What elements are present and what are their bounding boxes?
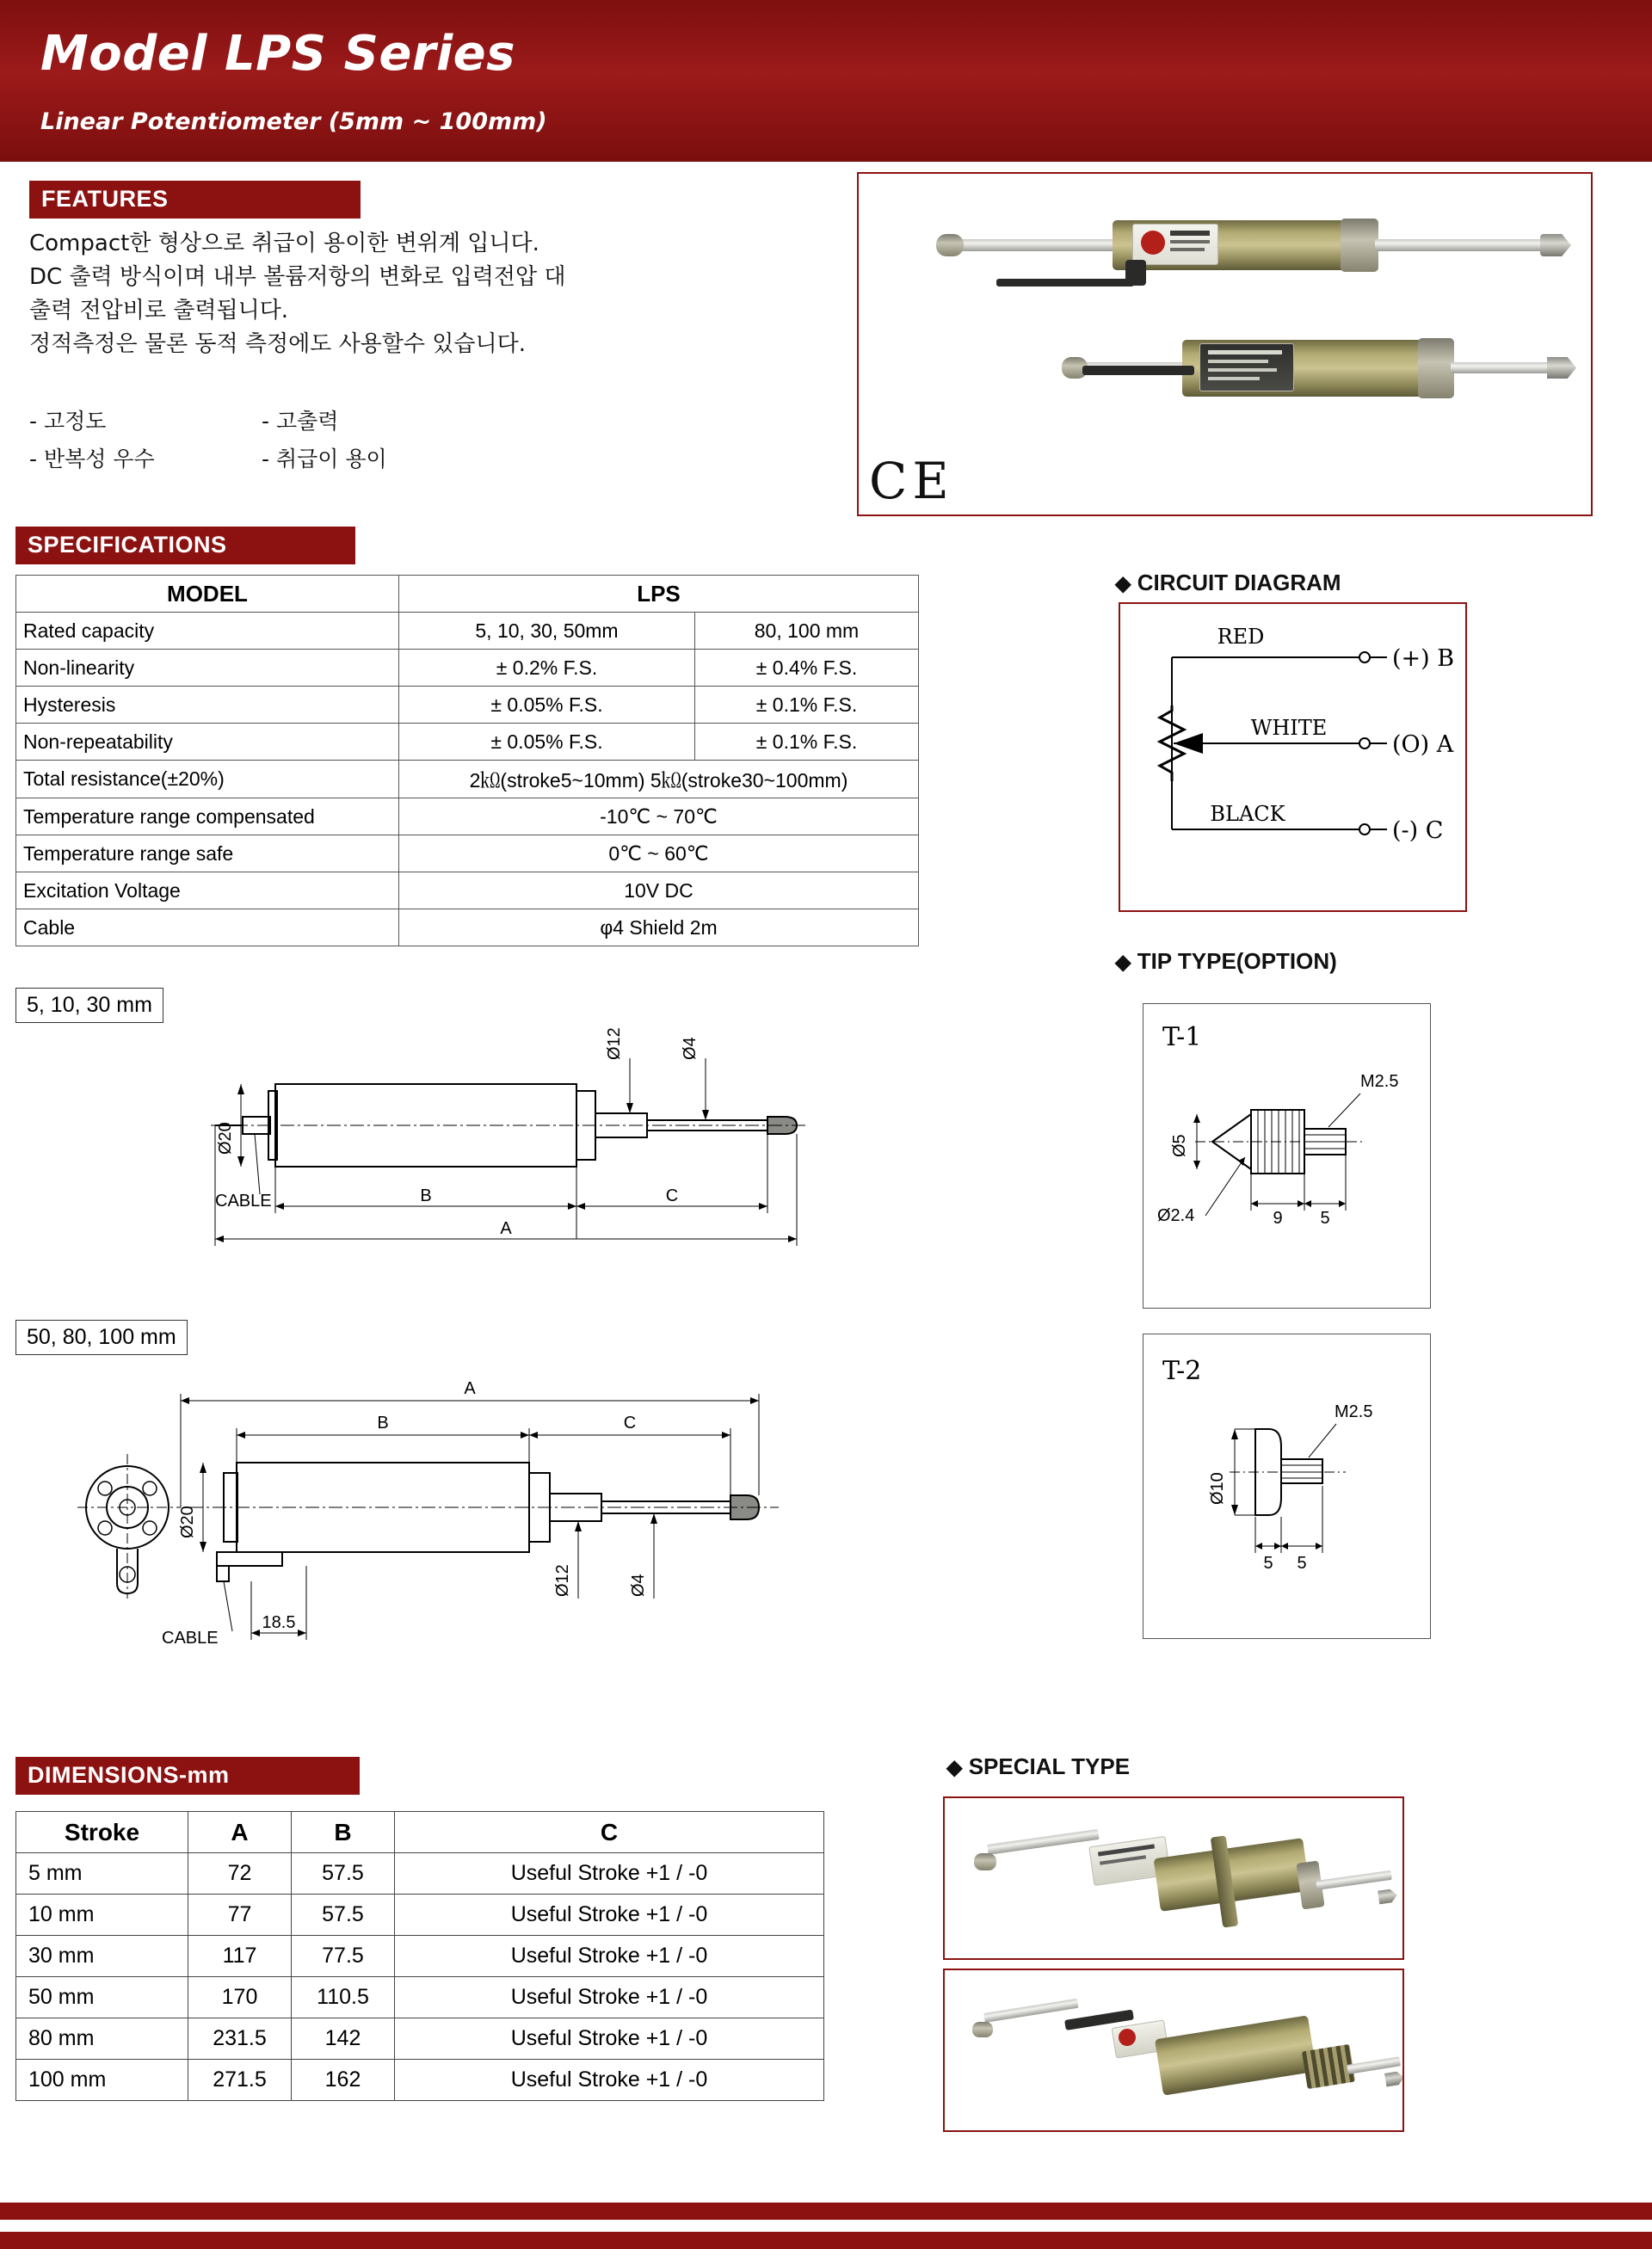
circuit-diagram-heading: CIRCUIT DIAGRAM: [1137, 570, 1341, 595]
circuit-label-black: BLACK: [1210, 802, 1285, 826]
drawing-large-cable: CABLE: [162, 1629, 219, 1648]
spec-label: Non-linearity: [16, 650, 399, 687]
dim-header-row: [16, 1812, 824, 1853]
drawing-large-flange: 18.5: [262, 1613, 296, 1632]
dim-stroke: 80 mm: [16, 2018, 188, 2060]
features-line-3: 출력 전압비로 출력됩니다.: [29, 298, 289, 323]
spec-value-2: 80, 100 mm: [695, 613, 919, 650]
spec-value-1: -10℃ ~ 70℃: [399, 798, 919, 835]
spec-value-1: φ4 Shield 2m: [399, 909, 919, 946]
dim-b: 77.5: [292, 1936, 395, 1977]
page-subtitle: Linear Potentiometer (5mm ~ 100mm): [40, 108, 547, 135]
spec-label: Temperature range safe: [16, 835, 399, 872]
special-type-photo-2: [943, 1969, 1404, 2132]
table-row: [16, 1936, 824, 1977]
drawing-small-b: B: [420, 1186, 432, 1205]
drawing-large-b: B: [377, 1414, 389, 1433]
footer-band-bottom: [0, 2232, 1652, 2249]
drawing-small-c: C: [665, 1186, 679, 1205]
dim-stroke: 10 mm: [16, 1895, 188, 1936]
spec-header-row: [16, 576, 919, 613]
tip-type-t1-len1: 9: [1273, 1209, 1283, 1228]
dim-col-a: A: [188, 1812, 292, 1853]
dim-stroke: 30 mm: [16, 1936, 188, 1977]
dim-c: Useful Stroke +1 / -0: [395, 1853, 824, 1895]
drawing-small-cable: CABLE: [215, 1192, 272, 1211]
drawing-small-d4: Ø4: [681, 1037, 700, 1060]
circuit-label-red: RED: [1217, 625, 1265, 649]
dim-a: 77: [188, 1895, 292, 1936]
table-row: [16, 613, 919, 650]
page-title: Model LPS Series: [40, 26, 515, 82]
circuit-terminal-out: (O) A: [1392, 731, 1454, 758]
dim-a: 72: [188, 1853, 292, 1895]
table-row: [16, 1895, 824, 1936]
spec-value-1: 5, 10, 30, 50mm: [399, 613, 695, 650]
circuit-diagram-box: [1119, 602, 1467, 912]
spec-value-2: ± 0.1% F.S.: [695, 724, 919, 761]
spec-value-1: ± 0.05% F.S.: [399, 687, 695, 724]
dim-c: Useful Stroke +1 / -0: [395, 2018, 824, 2060]
spec-label: Excitation Voltage: [16, 872, 399, 909]
dim-col-stroke: Stroke: [16, 1812, 188, 1853]
diamond-icon: ◆: [1115, 572, 1131, 595]
tip-type-t2-len1: 5: [1263, 1554, 1273, 1573]
table-row: [16, 687, 919, 724]
features-line-2: DC 출력 방식이며 내부 볼륨저항의 변화로 입력전압 대: [29, 264, 566, 290]
dim-b: 110.5: [292, 1977, 395, 2018]
tip-type-t1-name: T-1: [1162, 1022, 1202, 1052]
features-bullet-row: [29, 403, 597, 441]
special-type-heading: SPECIAL TYPE: [968, 1753, 1131, 1779]
features-bullet-1b: - 고출력: [262, 409, 339, 434]
tip-type-t1-svg: [1143, 1004, 1430, 1308]
diamond-icon: ◆: [946, 1756, 963, 1779]
spec-label: Temperature range compensated: [16, 798, 399, 835]
spec-label: Total resistance(±20%): [16, 761, 399, 798]
spec-value-2: ± 0.4% F.S.: [695, 650, 919, 687]
spec-value-1: ± 0.2% F.S.: [399, 650, 695, 687]
tip-type-t1-thread: M2.5: [1360, 1072, 1399, 1091]
dim-stroke: 100 mm: [16, 2060, 188, 2101]
spec-label: Hysteresis: [16, 687, 399, 724]
dim-b: 57.5: [292, 1895, 395, 1936]
drawing-small-a: A: [500, 1219, 512, 1238]
circuit-label-white: WHITE: [1250, 716, 1328, 740]
dim-c: Useful Stroke +1 / -0: [395, 1895, 824, 1936]
header-band: [0, 0, 1652, 162]
table-row: [16, 1853, 824, 1895]
tip-type-t2-svg: [1143, 1334, 1430, 1638]
drawing-large-a: A: [464, 1379, 476, 1398]
tip-type-t1-d5: Ø5: [1170, 1134, 1189, 1157]
dim-b: 57.5: [292, 1853, 395, 1895]
features-paragraph: [29, 227, 804, 361]
spec-col-model: MODEL: [16, 576, 399, 613]
specifications-heading: SPECIFICATIONS: [15, 527, 355, 564]
features-bullet-2a: - 반복성 우수: [29, 447, 155, 471]
circuit-terminal-plus: (+) B: [1392, 645, 1455, 672]
drawing-large-d4: Ø4: [629, 1574, 648, 1597]
tip-type-t2-d10: Ø10: [1208, 1472, 1227, 1505]
tip-type-t2-len2: 5: [1297, 1554, 1307, 1573]
table-row: [16, 909, 919, 946]
features-bullet-1a: - 고정도: [29, 409, 107, 434]
diamond-icon: ◆: [1115, 951, 1131, 974]
spec-value-1: 10V DC: [399, 872, 919, 909]
dim-b: 162: [292, 2060, 395, 2101]
dimensions-heading: DIMENSIONS-mm: [15, 1757, 360, 1795]
drawing-large-svg: [52, 1368, 1050, 1712]
circuit-diagram-svg: [1120, 604, 1465, 910]
tip-type-t1-box: [1143, 1003, 1431, 1309]
circuit-diagram-heading-wrap: [1115, 570, 1341, 596]
table-row: [16, 1977, 824, 2018]
table-row: [16, 724, 919, 761]
features-line-1: Compact한 형상으로 취급이 용이한 변위계 입니다.: [29, 231, 539, 256]
drawing-small-title: 5, 10, 30 mm: [15, 988, 163, 1023]
dim-a: 231.5: [188, 2018, 292, 2060]
tip-type-t2-thread: M2.5: [1335, 1402, 1373, 1421]
tip-type-heading-wrap: [1115, 948, 1337, 975]
table-row: [16, 2060, 824, 2101]
dim-c: Useful Stroke +1 / -0: [395, 2060, 824, 2101]
features-bullet-row: [29, 441, 597, 478]
spec-value-1: 2㏀(stroke5~10mm) 5㏀(stroke30~100mm): [399, 761, 919, 798]
drawing-large-c: C: [623, 1414, 637, 1433]
drawing-small-svg: [206, 1024, 946, 1299]
tip-type-heading: TIP TYPE(OPTION): [1137, 948, 1337, 974]
features-heading: FEATURES: [29, 181, 361, 219]
special-type-heading-wrap: [946, 1753, 1130, 1780]
table-row: [16, 835, 919, 872]
table-row: [16, 2018, 824, 2060]
spec-label: Rated capacity: [16, 613, 399, 650]
drawing-large-d20: Ø20: [178, 1506, 197, 1538]
circuit-terminal-minus: (-) C: [1392, 817, 1444, 844]
dim-a: 271.5: [188, 2060, 292, 2101]
tip-type-t2-name: T-2: [1162, 1356, 1202, 1386]
product-photo-panel: [857, 172, 1593, 516]
spec-col-lps: LPS: [399, 576, 919, 613]
dim-stroke: 5 mm: [16, 1853, 188, 1895]
dim-a: 170: [188, 1977, 292, 2018]
drawing-small: [206, 1024, 946, 1299]
dim-c: Useful Stroke +1 / -0: [395, 1936, 824, 1977]
table-row: [16, 872, 919, 909]
spec-label: Cable: [16, 909, 399, 946]
table-row: [16, 798, 919, 835]
dim-col-b: B: [292, 1812, 395, 1853]
drawing-small-d12: Ø12: [605, 1027, 624, 1060]
spec-label: Non-repeatability: [16, 724, 399, 761]
dim-c: Useful Stroke +1 / -0: [395, 1977, 824, 2018]
table-row: [16, 761, 919, 798]
tip-type-t2-box: [1143, 1334, 1431, 1639]
dim-a: 117: [188, 1936, 292, 1977]
drawing-large: [52, 1368, 1050, 1712]
dim-col-c: C: [395, 1812, 824, 1853]
table-row: [16, 650, 919, 687]
drawing-large-d12: Ø12: [553, 1564, 572, 1597]
features-bullet-2b: - 취급이 용이: [262, 447, 387, 471]
tip-type-t1-len2: 5: [1320, 1209, 1330, 1228]
specifications-table: [15, 575, 919, 946]
dim-b: 142: [292, 2018, 395, 2060]
dimensions-table: [15, 1811, 824, 2101]
product-photo-bottom: [1031, 324, 1581, 436]
features-line-4: 정적측정은 물론 동적 측정에도 사용할수 있습니다.: [29, 331, 527, 357]
drawing-large-title: 50, 80, 100 mm: [15, 1320, 188, 1355]
spec-value-2: ± 0.1% F.S.: [695, 687, 919, 724]
spec-value-1: 0℃ ~ 60℃: [399, 835, 919, 872]
spec-value-1: ± 0.05% F.S.: [399, 724, 695, 761]
special-type-photo-1: [943, 1796, 1404, 1960]
tip-type-t1-d24: Ø2.4: [1157, 1206, 1195, 1225]
footer-band-top: [0, 2203, 1652, 2220]
product-photo-top: [893, 200, 1581, 311]
ce-mark: CE: [869, 452, 954, 510]
dim-stroke: 50 mm: [16, 1977, 188, 2018]
drawing-small-d20: Ø20: [216, 1122, 235, 1155]
features-bullets: [29, 403, 597, 478]
